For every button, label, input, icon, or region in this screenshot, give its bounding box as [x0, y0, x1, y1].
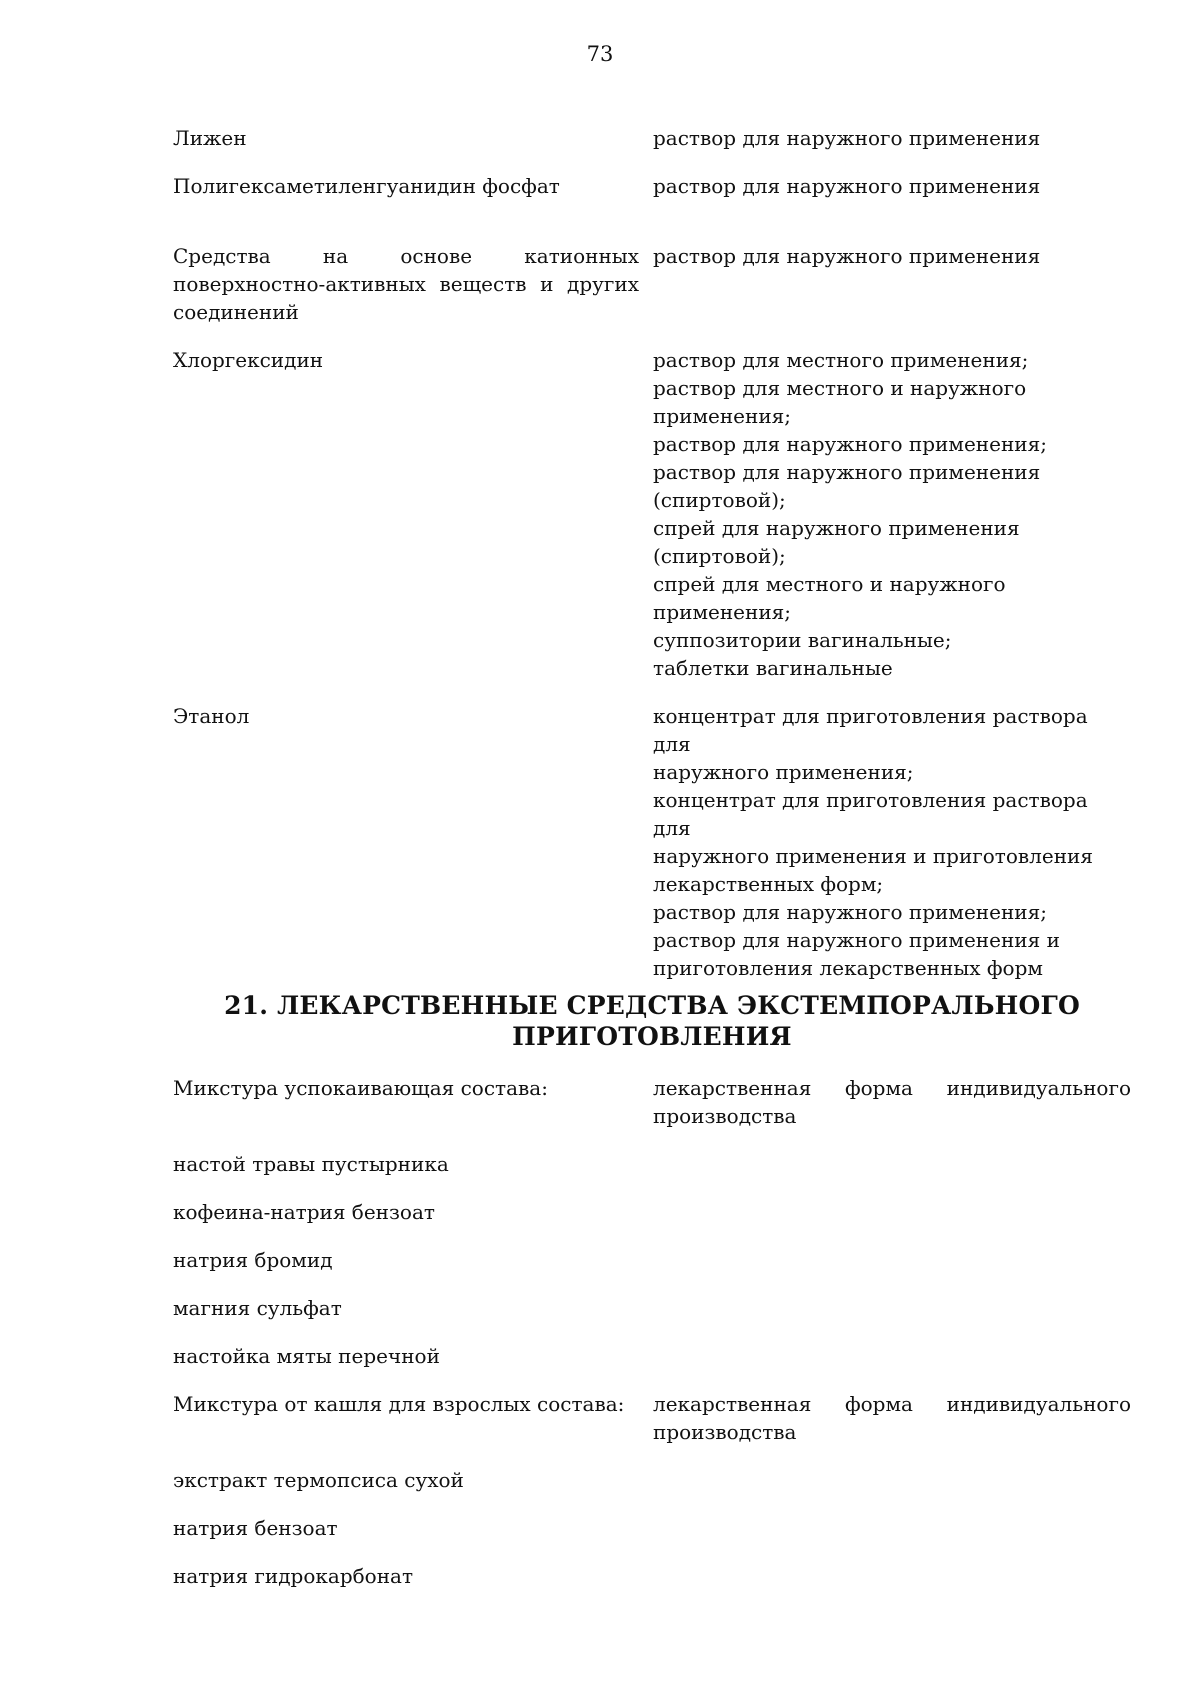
drug-list — [173, 124, 1131, 1610]
dosage-form: концентрат для приготовления раствора для — [653, 704, 1088, 756]
ingredient-row — [173, 1294, 1131, 1322]
section-heading-line: ПРИГОТОВЛЕНИЯ — [512, 1022, 792, 1051]
dosage-form: суппозитории вагинальные; — [653, 628, 952, 652]
dosage-forms — [653, 124, 1131, 152]
drug-name: Этанол — [173, 704, 250, 728]
drug-name-line1 — [173, 242, 639, 270]
ingredient: настой травы пустырника — [173, 1152, 449, 1176]
ingredient-row — [173, 1342, 1131, 1370]
dosage-forms — [653, 242, 1131, 326]
table-row — [173, 172, 1131, 200]
dosage-form: раствор для наружного применения; — [653, 432, 1047, 456]
word: индивидуального — [946, 1076, 1131, 1100]
ingredient: натрия бензоат — [173, 1516, 338, 1540]
mixture-title: Микстура успокаивающая состава: — [173, 1076, 548, 1100]
drug-name: Лижен — [173, 126, 247, 150]
ingredient: магния сульфат — [173, 1296, 342, 1320]
section-heading-line: 21. ЛЕКАРСТВЕННЫЕ СРЕДСТВА ЭКСТЕМПОРАЛЬНОГО — [224, 991, 1080, 1020]
dosage-form: раствор для наружного применения — [653, 460, 1041, 484]
ingredient: экстракт термопсиса сухой — [173, 1468, 464, 1492]
table-row — [173, 702, 1131, 982]
dosage-form: концентрат для приготовления раствора для — [653, 788, 1088, 840]
dosage-form: наружного применения и приготовления — [653, 844, 1093, 868]
ingredient-row — [173, 1466, 1131, 1494]
table-row — [173, 346, 1131, 682]
dosage-form: раствор для наружного применения; — [653, 900, 1047, 924]
word: лекарственная — [653, 1076, 812, 1100]
ingredient-row — [173, 1150, 1131, 1178]
dosage-form-line1 — [653, 1074, 1131, 1102]
word: катионных — [524, 244, 639, 268]
dosage-form: приготовления лекарственных форм — [653, 956, 1043, 980]
ingredient-row — [173, 1562, 1131, 1590]
page-number: 73 — [586, 42, 614, 66]
dosage-form-line1 — [653, 1390, 1131, 1418]
drug-name: Хлоргексидин — [173, 348, 324, 372]
word: основе — [400, 244, 473, 268]
word: на — [322, 244, 349, 268]
dosage-form: таблетки вагинальные — [653, 656, 893, 680]
dosage-form: (спиртовой); — [653, 488, 786, 512]
dosage-forms — [653, 1390, 1131, 1446]
dosage-form: лекарственных форм; — [653, 872, 884, 896]
word: индивидуального — [946, 1392, 1131, 1416]
dosage-form: раствор для наружного применения и — [653, 928, 1060, 952]
ingredient: натрия гидрокарбонат — [173, 1564, 414, 1588]
dosage-form: применения; — [653, 404, 792, 428]
dosage-form: раствор для наружного применения — [653, 244, 1041, 268]
table-row — [173, 124, 1131, 152]
drug-name-rest: поверхностно-активных веществ и других соединений — [173, 272, 639, 324]
dosage-form: раствор для местного и наружного — [653, 376, 1027, 400]
table-row — [173, 242, 1131, 326]
dosage-form-line2: производства — [653, 1420, 797, 1444]
section-heading — [173, 990, 1131, 1052]
dosage-forms — [653, 1074, 1131, 1130]
word: форма — [844, 1076, 913, 1100]
dosage-form: спрей для наружного применения — [653, 516, 1020, 540]
ingredient: настойка мяты перечной — [173, 1344, 440, 1368]
ingredient-row — [173, 1246, 1131, 1274]
drug-name: Полигексаметиленгуанидин фосфат — [173, 174, 560, 198]
word: лекарственная — [653, 1392, 812, 1416]
word: Средства — [173, 244, 271, 268]
dosage-form: спрей для местного и наружного — [653, 572, 1006, 596]
dosage-forms — [653, 346, 1131, 682]
ingredient: натрия бромид — [173, 1248, 333, 1272]
dosage-form: раствор для местного применения; — [653, 348, 1029, 372]
ingredient-row — [173, 1514, 1131, 1542]
ingredient-row — [173, 1198, 1131, 1226]
dosage-forms — [653, 702, 1131, 982]
dosage-forms — [653, 172, 1131, 200]
drug-name — [173, 242, 639, 326]
dosage-form-line2: производства — [653, 1104, 797, 1128]
table-row — [173, 1074, 1131, 1130]
dosage-form: наружного применения; — [653, 760, 914, 784]
table-row — [173, 1390, 1131, 1446]
dosage-form: (спиртовой); — [653, 544, 786, 568]
ingredient: кофеина-натрия бензоат — [173, 1200, 435, 1224]
word: форма — [844, 1392, 913, 1416]
dosage-form: раствор для наружного применения — [653, 174, 1041, 198]
dosage-form: раствор для наружного применения — [653, 126, 1041, 150]
dosage-form: применения; — [653, 600, 792, 624]
mixture-title: Микстура от кашля для взрослых состава: — [173, 1392, 625, 1416]
